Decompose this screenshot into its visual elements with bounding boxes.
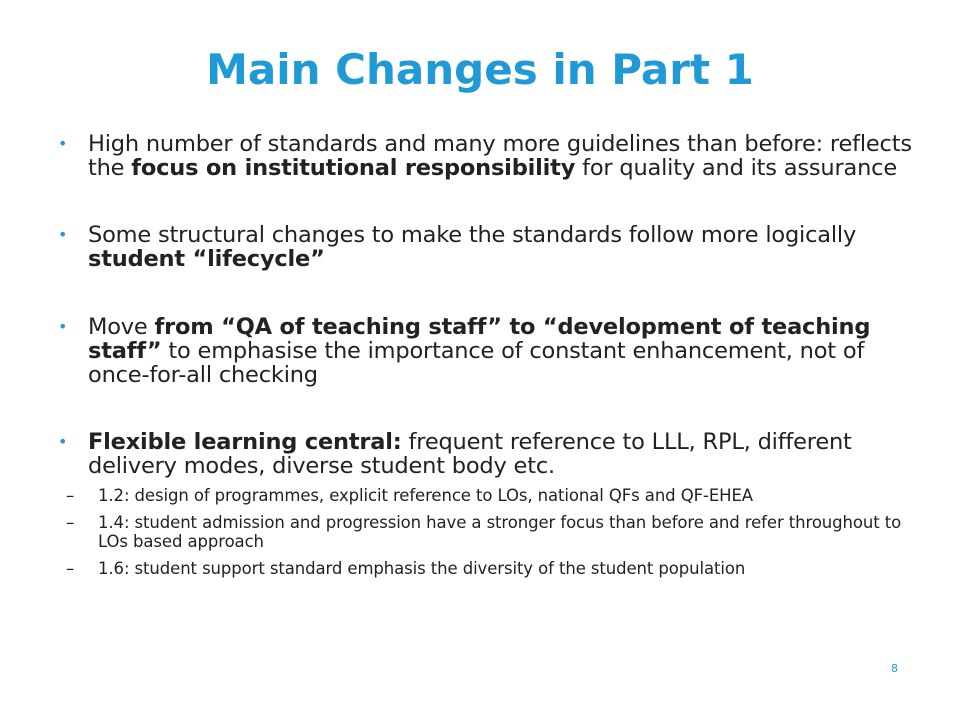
bullet-text: Some structural changes to make the standards follow more logically: [88, 222, 857, 248]
bullet-dot-icon: •: [58, 317, 68, 336]
bullet-bold-text: Flexible learning central:: [88, 429, 402, 455]
bullet-text: High number of standards and many more guidelines than before: reflects the: [88, 131, 912, 181]
sub-bullet-item: [66, 559, 916, 578]
bullet-text: frequent reference to LLL, RPL, different delivery modes, diverse student body etc.: [88, 429, 852, 479]
bullet-dot-icon: •: [58, 432, 68, 451]
page-number: 8: [891, 662, 898, 675]
sub-bullet-text: 1.2: design of programmes, explicit reference to LOs, national QFs and QF-EHEA: [98, 486, 753, 505]
bullet-bold-text: student “lifecycle”: [88, 246, 325, 272]
bullet-dot-icon: •: [58, 134, 68, 153]
bullet-text: for quality and its assurance: [575, 155, 897, 181]
bullet-list: [56, 132, 916, 586]
dash-icon: –: [66, 486, 75, 505]
bullet-item-flexible-learning: [56, 430, 916, 478]
sub-bullet-list: [66, 486, 916, 578]
sub-bullet-item: [66, 486, 916, 505]
dash-icon: –: [66, 513, 75, 532]
bullet-text: to emphasise the importance of constant enhancement, not of once-for-all checking: [88, 338, 865, 388]
bullet-bold-text: from “QA of teaching staff” to “development of teaching staff”: [88, 314, 871, 364]
dash-icon: –: [66, 559, 75, 578]
bullet-item-standards: [56, 132, 916, 180]
sub-bullet-text: 1.6: student support standard emphasis the diversity of the student population: [98, 559, 746, 578]
bullet-text: Move: [88, 314, 155, 340]
bullet-item-structural-changes: [56, 223, 916, 271]
slide-title: Main Changes in Part 1: [206, 45, 754, 94]
bullet-item-teaching-staff: [56, 315, 916, 387]
bullet-bold-text: focus on institutional responsibility: [131, 155, 576, 181]
sub-bullet-item: [66, 513, 916, 551]
bullet-dot-icon: •: [58, 225, 68, 244]
sub-bullet-text: 1.4: student admission and progression have a stronger focus than before and refer throughout to LOs based approach: [98, 513, 902, 551]
